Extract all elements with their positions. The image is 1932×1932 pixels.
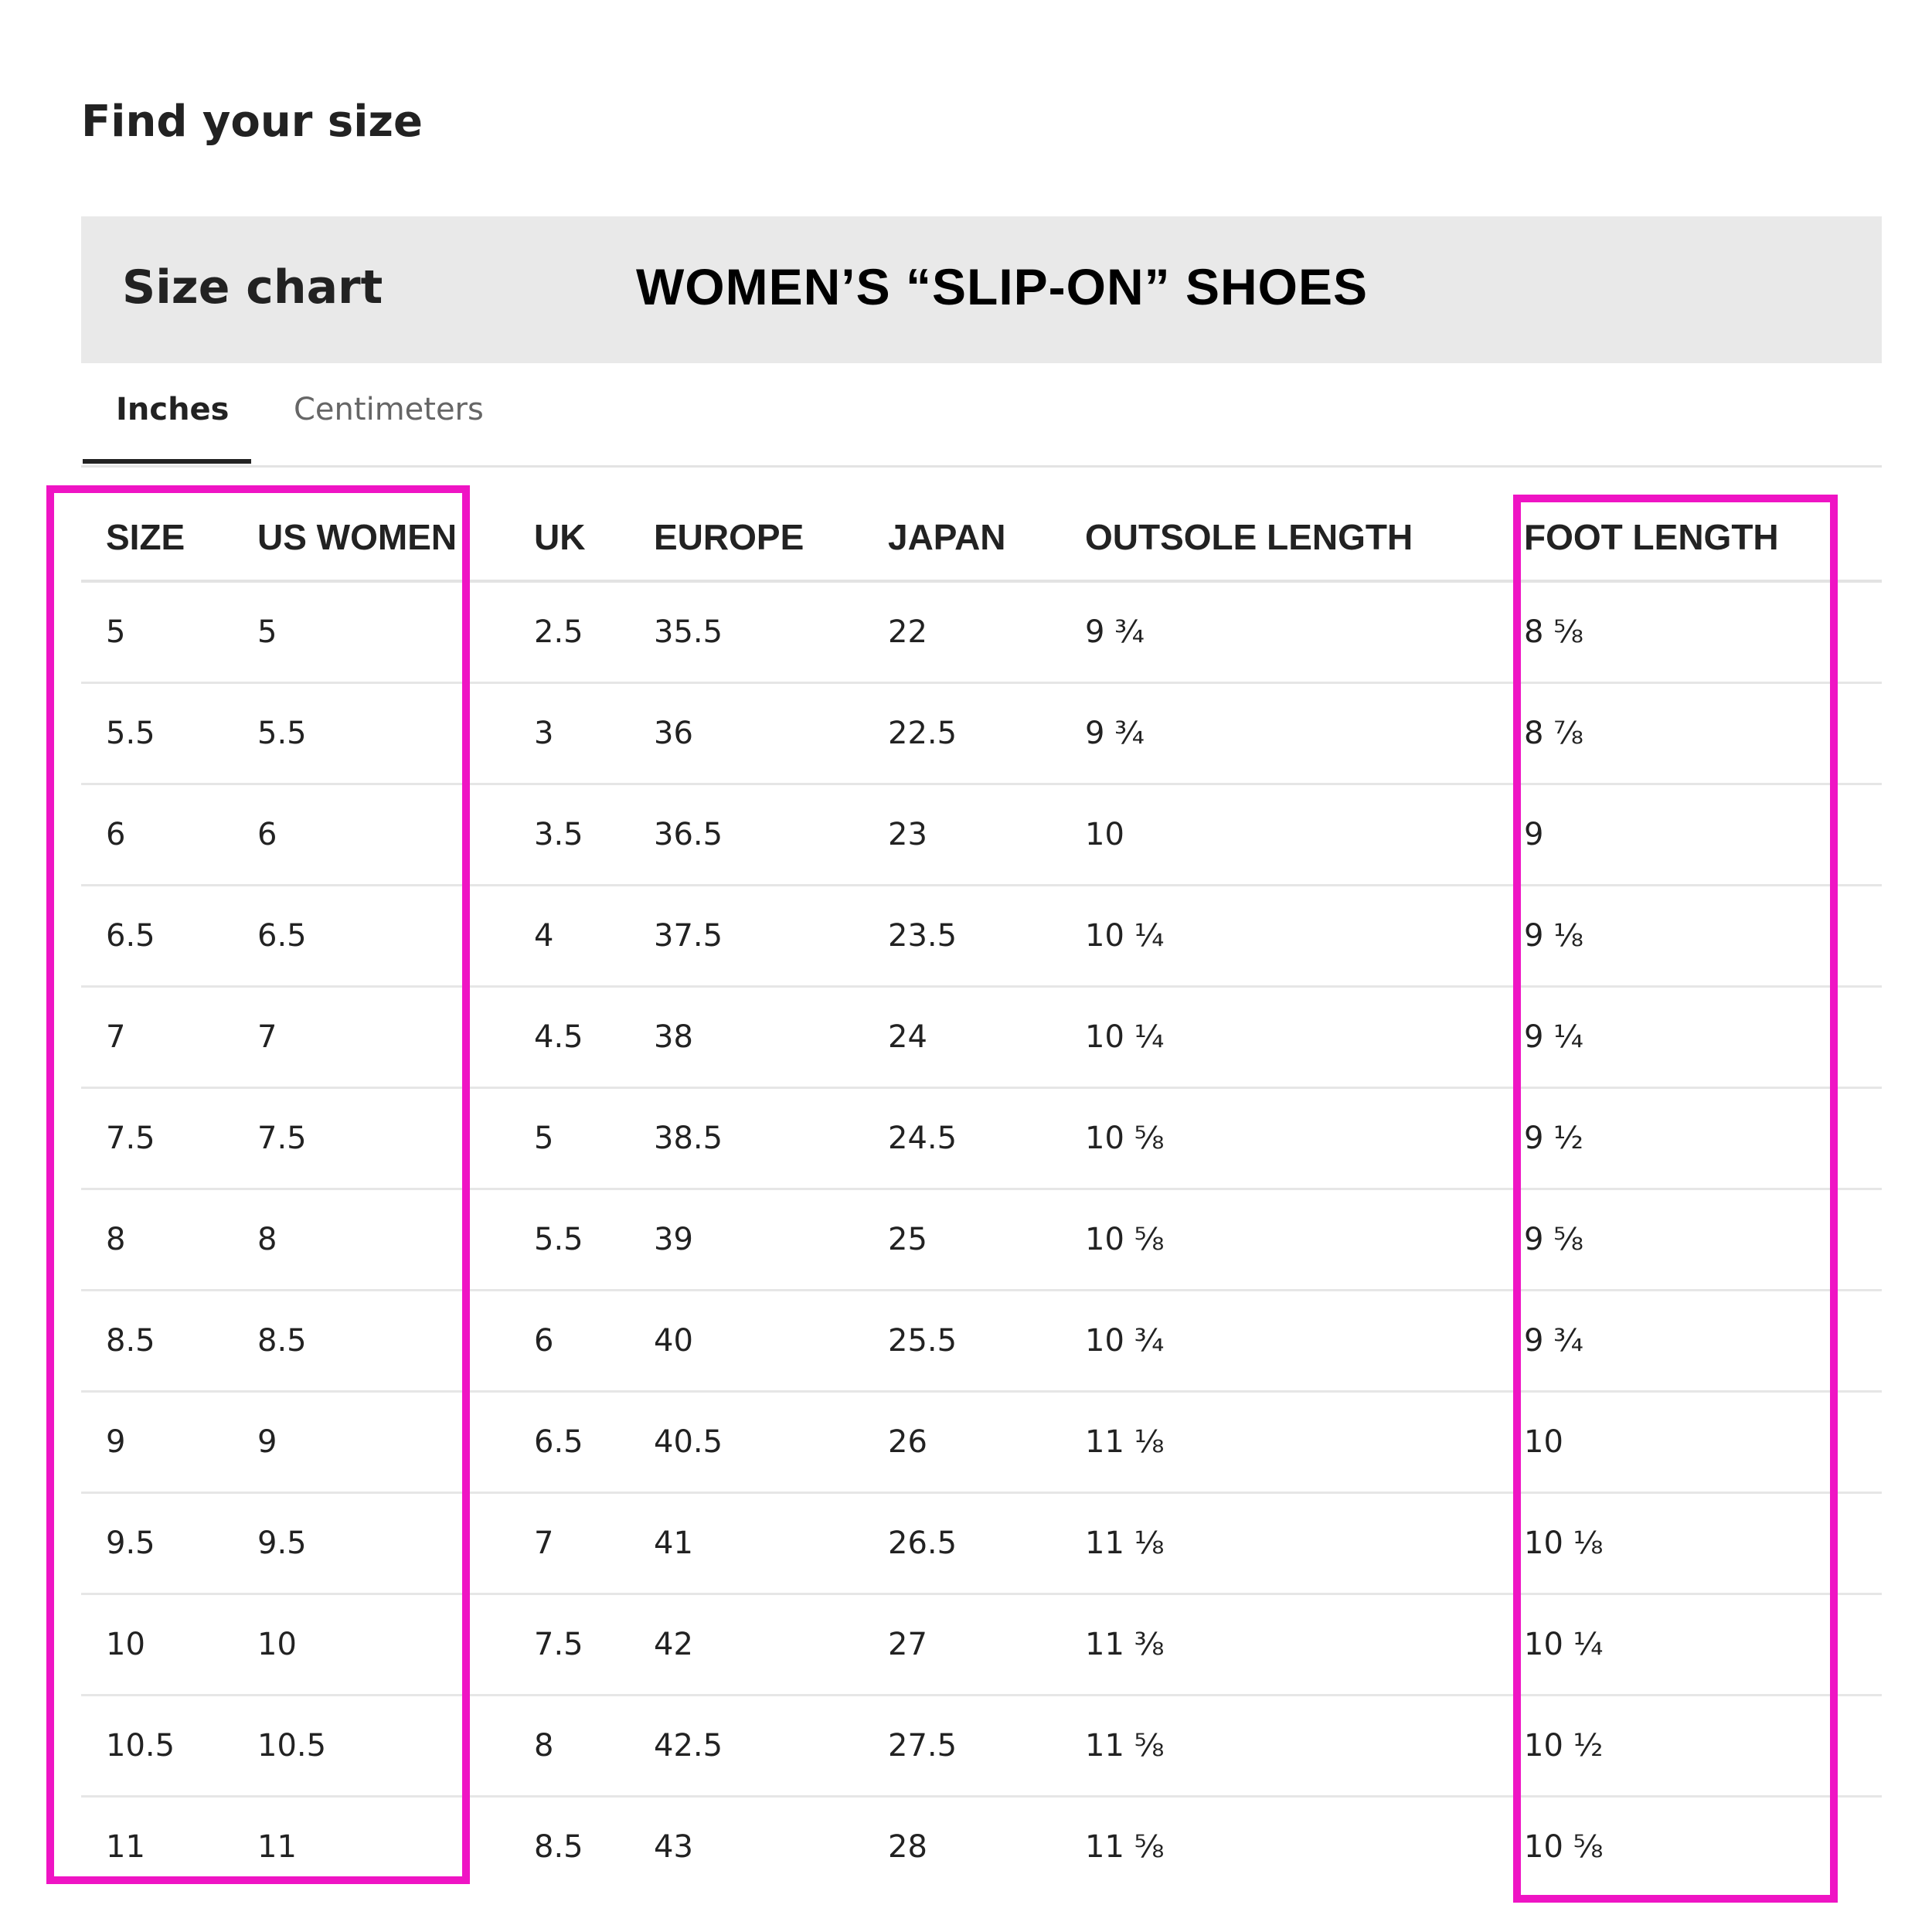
cell-japan: 24 <box>863 987 1060 1088</box>
table-header-row <box>81 495 1882 581</box>
cell-europe: 36.5 <box>629 784 863 886</box>
cell-europe: 38.5 <box>629 1088 863 1189</box>
cell-europe: 41 <box>629 1493 863 1594</box>
cell-japan: 23 <box>863 784 1060 886</box>
cell-size: 7.5 <box>81 1088 233 1189</box>
cell-size: 9 <box>81 1392 233 1493</box>
cell-europe: 42 <box>629 1594 863 1696</box>
cell-us-women: 7 <box>233 987 509 1088</box>
header-foot-length: FOOT LENGTH <box>1499 495 1882 581</box>
cell-japan: 25.5 <box>863 1291 1060 1392</box>
cell-japan: 28 <box>888 1829 927 1865</box>
table-row <box>81 1594 1882 1696</box>
cell-europe: 36 <box>629 683 863 784</box>
cell-foot-length: 10 ¼ <box>1499 1594 1882 1696</box>
cell-foot-length: 9 ¾ <box>1499 1291 1882 1392</box>
cell-size: 9.5 <box>81 1493 233 1594</box>
table-row <box>81 683 1882 784</box>
cell-europe: 39 <box>629 1189 863 1291</box>
tab-inches[interactable]: Inches <box>116 392 230 427</box>
cell-outsole-length: 11 ⅝ <box>1085 1829 1165 1865</box>
cell-outsole-length: 9 ¾ <box>1060 581 1499 683</box>
cell-europe: 35.5 <box>629 581 863 683</box>
cell-europe: 37.5 <box>629 886 863 987</box>
table-row <box>81 1696 1882 1797</box>
cell-europe: 40.5 <box>629 1392 863 1493</box>
cell-outsole-length: 11 ⅛ <box>1060 1392 1499 1493</box>
size-chart-title: WOMEN’S “SLIP-ON” SHOES <box>636 258 1369 315</box>
cell-japan: 27 <box>863 1594 1060 1696</box>
cell-europe: 42.5 <box>629 1696 863 1797</box>
cell-size: 10 <box>81 1594 233 1696</box>
cell-size: 10.5 <box>81 1696 233 1797</box>
cell-uk: 3 <box>509 683 629 784</box>
cell-uk: 8.5 <box>534 1829 583 1865</box>
cell-europe: 40 <box>629 1291 863 1392</box>
cell-foot-length: 9 ⅝ <box>1499 1189 1882 1291</box>
cell-us-women: 9 <box>233 1392 509 1493</box>
cell-japan: 26 <box>863 1392 1060 1493</box>
cell-size: 6 <box>81 784 233 886</box>
size-chart-banner <box>81 216 1882 363</box>
cell-foot-length: 10 ½ <box>1499 1696 1882 1797</box>
cell-us-women: 5 <box>233 581 509 683</box>
cell-us-women: 7.5 <box>233 1088 509 1189</box>
size-table <box>81 495 1882 1896</box>
size-chart-label: Size chart <box>122 260 383 315</box>
header-us-women: US WOMEN <box>233 495 509 581</box>
cell-japan: 26.5 <box>863 1493 1060 1594</box>
cell-uk: 5 <box>509 1088 629 1189</box>
table-row <box>81 784 1882 886</box>
cell-uk: 6.5 <box>509 1392 629 1493</box>
cell-us-women: 8 <box>233 1189 509 1291</box>
cell-foot-length: 9 ⅛ <box>1499 886 1882 987</box>
cell-uk: 6 <box>509 1291 629 1392</box>
cell-outsole-length: 11 ⅜ <box>1060 1594 1499 1696</box>
header-outsole-length: OUTSOLE LENGTH <box>1060 495 1499 581</box>
cell-foot-length: 8 ⅞ <box>1499 683 1882 784</box>
table-row <box>81 987 1882 1088</box>
cell-outsole-length: 10 <box>1060 784 1499 886</box>
unit-tabs <box>81 363 1882 468</box>
cell-size: 8 <box>81 1189 233 1291</box>
cell-japan: 25 <box>863 1189 1060 1291</box>
cell-japan: 27.5 <box>863 1696 1060 1797</box>
cell-size: 7 <box>81 987 233 1088</box>
header-size: SIZE <box>81 495 233 581</box>
cell-japan: 22.5 <box>863 683 1060 784</box>
cell-us-women: 6 <box>233 784 509 886</box>
cell-foot-length: 8 ⅝ <box>1499 581 1882 683</box>
cell-japan: 22 <box>863 581 1060 683</box>
cell-uk: 8 <box>509 1696 629 1797</box>
cell-size: 8.5 <box>81 1291 233 1392</box>
table-row <box>81 1493 1882 1594</box>
cell-uk: 4 <box>509 886 629 987</box>
table-row <box>81 1392 1882 1493</box>
active-tab-underline <box>83 459 251 464</box>
cell-foot-length: 9 ¼ <box>1499 987 1882 1088</box>
cell-size: 5.5 <box>81 683 233 784</box>
cell-outsole-length: 11 ⅛ <box>1060 1493 1499 1594</box>
table-row <box>81 1291 1882 1392</box>
cell-uk: 7.5 <box>509 1594 629 1696</box>
cell-uk: 3.5 <box>509 784 629 886</box>
cell-size: 6.5 <box>81 886 233 987</box>
table-row <box>81 1189 1882 1291</box>
cell-us-women: 9.5 <box>233 1493 509 1594</box>
table-row <box>81 581 1882 683</box>
cell-uk: 7 <box>509 1493 629 1594</box>
page-heading: Find your size <box>81 97 423 147</box>
cell-uk: 5.5 <box>509 1189 629 1291</box>
table-row <box>81 1088 1882 1189</box>
cell-uk: 4.5 <box>509 987 629 1088</box>
cell-us-women: 5.5 <box>233 683 509 784</box>
cell-foot-length: 10 ⅝ <box>1524 1829 1604 1865</box>
cell-outsole-length: 10 ⅝ <box>1060 1189 1499 1291</box>
cell-europe: 38 <box>629 987 863 1088</box>
cell-us-women: 10.5 <box>233 1696 509 1797</box>
cell-foot-length: 10 <box>1499 1392 1882 1493</box>
cell-foot-length: 10 ⅛ <box>1499 1493 1882 1594</box>
cell-us-women: 6.5 <box>233 886 509 987</box>
cell-outsole-length: 10 ¼ <box>1060 987 1499 1088</box>
cell-outsole-length: 11 ⅝ <box>1060 1696 1499 1797</box>
cell-europe: 43 <box>654 1829 693 1865</box>
cell-size: 5 <box>81 581 233 683</box>
header-japan: JAPAN <box>863 495 1060 581</box>
cell-japan: 23.5 <box>863 886 1060 987</box>
header-europe: EUROPE <box>629 495 863 581</box>
cell-outsole-length: 9 ¾ <box>1060 683 1499 784</box>
cell-outsole-length: 10 ⅝ <box>1060 1088 1499 1189</box>
table-row <box>81 886 1882 987</box>
cell-size: 11 <box>106 1829 145 1865</box>
cell-foot-length: 9 ½ <box>1499 1088 1882 1189</box>
cell-outsole-length: 10 ¾ <box>1060 1291 1499 1392</box>
cell-foot-length: 9 <box>1499 784 1882 886</box>
cell-uk: 2.5 <box>509 581 629 683</box>
cell-us-women: 10 <box>233 1594 509 1696</box>
cell-japan: 24.5 <box>863 1088 1060 1189</box>
table-row <box>81 1797 1882 1897</box>
header-uk: UK <box>509 495 629 581</box>
cell-us-women: 11 <box>257 1829 297 1865</box>
cell-outsole-length: 10 ¼ <box>1060 886 1499 987</box>
cell-us-women: 8.5 <box>233 1291 509 1392</box>
tab-centimeters[interactable]: Centimeters <box>294 392 484 427</box>
